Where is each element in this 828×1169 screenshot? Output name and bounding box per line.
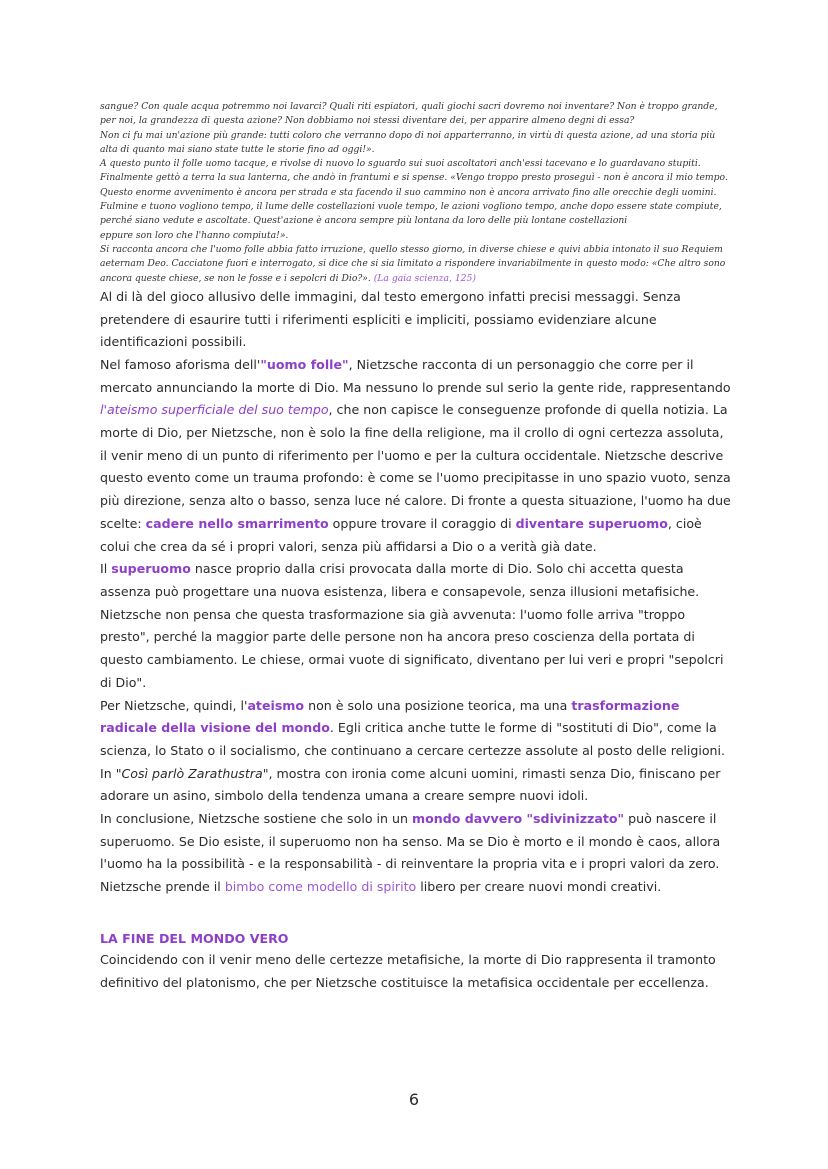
highlight-trasformazione-radicale: trasformazione radicale della visione del mondo — [100, 697, 680, 736]
text-run: nasce proprio dalla crisi provocata dalla morte di Dio. Solo chi accetta questa assenza può progettare una nuova esistenza, libera e consapevole, senza illusioni metafisiche. Nietzsche non pensa che questa trasformazione sia già avvenuta: l'uomo folle arriva "troppo presto", perché la maggior parte delle persone non ha ancora preso coscienza della portata di questo cambiamento. Le chiese, ormai vuote di significato, diventano per lui veri e propri "sepolcri di Dio". — [100, 561, 724, 690]
highlight-cadere-smarrimento: cadere nello smarrimento — [145, 515, 329, 531]
text-run: , che non capisce le conseguenze profonde di quella notizia. La morte di Dio, per Nietzsche, non è solo la fine della religione, ma il crollo di ogni certezza assoluta, il venir meno di un punto di riferimento per l'uomo e per la cultura occidentale. Nietzsche descrive questo evento come un trauma profondo: è come se l'uomo precipitasse in uno spazio vuoto, senza più direzione, senza alto o basso, senza luce né calore. Di fronte a questa situazione, l'uomo ha due scelte: — [100, 402, 731, 531]
quote-paragraph-4: eppure son loro che l'hanno compiuta!». — [100, 229, 289, 241]
text-run: , Nietzsche racconta di un personaggio che corre per il mercato annunciando la morte di Dio. Ma nessuno lo prende sul serio la gente ride, rappresentando — [100, 356, 731, 395]
highlight-ateismo-superficiale: l'ateismo superficiale del suo tempo — [100, 402, 329, 418]
text-run: , mostra con ironia come alcuni uomini, rimasti senza Dio, finiscano per adorare un asino, simbolo della tendenza umana a creare sempre nuovi idoli. — [100, 765, 721, 804]
body-paragraph-6 — [100, 876, 732, 899]
body-paragraph-2 — [100, 354, 732, 558]
highlight-uomo-folle: "uomo folle" — [260, 356, 349, 372]
quote-paragraph-5-text: Si racconta ancora che l'uomo folle abbia fatto irruzione, quello stesso giorno, in diverse chiese e quivi abbia intonato il suo Requiem aeternam Deo. Cacciatone fuori e interrogato, si dice che si sia limitato a rispondere invariabilmente in questo modo: «Che altro sono ancora queste chiese, se non le fosse e i sepolcri di Dio?». — [100, 243, 726, 284]
body-paragraph-3 — [100, 558, 732, 694]
quote-paragraph-1: sangue? Con quale acqua potremmo noi lavarci? Quali riti espiatori, quali giochi sacri dovremo noi inventare? Non è troppo grande, per noi, la grandezza di questa azione? Non dobbiamo noi stessi diventare dei, per apparire almeno degni di essa? — [100, 101, 718, 127]
highlight-ateismo: ateismo — [247, 697, 305, 713]
text-run: può nascere il superuomo. Se Dio esiste, il superuomo non ha senso. Ma se Dio è morto e il mondo è caos, allora l'uomo ha la possibilità - e la responsabilità - di reinventare la propria vita e i propri valori da zero. — [100, 811, 721, 872]
quote-block — [100, 100, 732, 286]
quote-paragraph-2: Non ci fu mai un'azione più grande: tutti coloro che verranno dopo di noi apparterranno, in virtù di questa azione, ad una storia più alta di quanto mai siano state tutte le storie fino ad oggi!». — [100, 129, 716, 155]
document-page — [100, 100, 732, 994]
text-run: . Egli critica anche tutte le forme di "sostituti di Dio", come la scienza, lo Stato o il socialismo, che continuano a cercare certezze assolute al posto delle religioni. In — [100, 720, 726, 781]
text-run: Per Nietzsche, quindi, l' — [100, 697, 248, 713]
text-run: oppure trovare il coraggio di — [328, 515, 516, 531]
quote-paragraph-3: A questo punto il folle uomo tacque, e rivolse di nuovo lo sguardo sui suoi ascoltatori anch'essi tacevano e lo guardavano stupiti. Finalmente gettò a terra la sua lanterna, che andò in frantumi e si spense. «Vengo troppo presto proseguì - non è ancora il mio tempo. Questo enorme avvenimento è ancora per strada e sta facendo il suo cammino non è ancora arrivato fino alle orecchie degli uomini. Fulmine e tuono vogliono tempo, il lume delle costellazioni vuole tempo, le azioni vogliono tempo, anche dopo essere state compiute, perché siano vedute e ascoltate. Quest'azione è ancora sempre più lontana da loro delle più lontane costellazioni — [100, 158, 728, 227]
body-paragraph-1: Al di là del gioco allusivo delle immagini, dal testo emergono infatti precisi messaggi. Senza pretendere di esaurire tutti i riferimenti espliciti e impliciti, possiamo evidenziare alcune identificazioni possibili. — [100, 288, 681, 350]
highlight-diventare-superuomo: diventare superuomo — [515, 515, 668, 531]
section-body — [100, 949, 732, 994]
text-run: libero per creare nuovi mondi creativi. — [416, 879, 662, 895]
highlight-mondo-sdivinizzato: mondo davvero "sdivinizzato" — [411, 811, 625, 827]
section-title: LA FINE DEL MONDO VERO — [100, 930, 289, 946]
highlight-bimbo: bimbo come modello di spirito — [224, 879, 417, 895]
page-number: 6 — [408, 1090, 420, 1109]
body-paragraph-5 — [100, 808, 732, 876]
quote-paragraph-5 — [100, 243, 732, 286]
section-paragraph-1: Coincidendo con il venir meno delle certezze metafisiche, la morte di Dio rappresenta il tramonto definitivo del platonismo, che per Nietzsche costituisce la metafisica occidentale per eccellenza. — [100, 951, 716, 990]
text-run: In conclusione, Nietzsche sostiene che solo in un — [100, 811, 412, 827]
quote-citation: (La gaia scienza, 125) — [373, 272, 476, 284]
body-text — [100, 286, 732, 899]
text-run: non è solo una posizione teorica, ma una — [304, 697, 572, 713]
highlight-superuomo: superuomo — [111, 561, 191, 577]
italic-zarathustra: "Così parlò Zarathustra" — [115, 765, 269, 781]
body-paragraph-4 — [100, 695, 732, 809]
text-run: Nel famoso aforisma dell' — [100, 356, 261, 372]
text-run: Nietzsche prende il — [100, 879, 225, 895]
text-run: Il — [100, 561, 112, 577]
text-run: , cioè colui che crea da sé i propri valori, senza più affidarsi a Dio o a verità già date. — [100, 515, 702, 554]
